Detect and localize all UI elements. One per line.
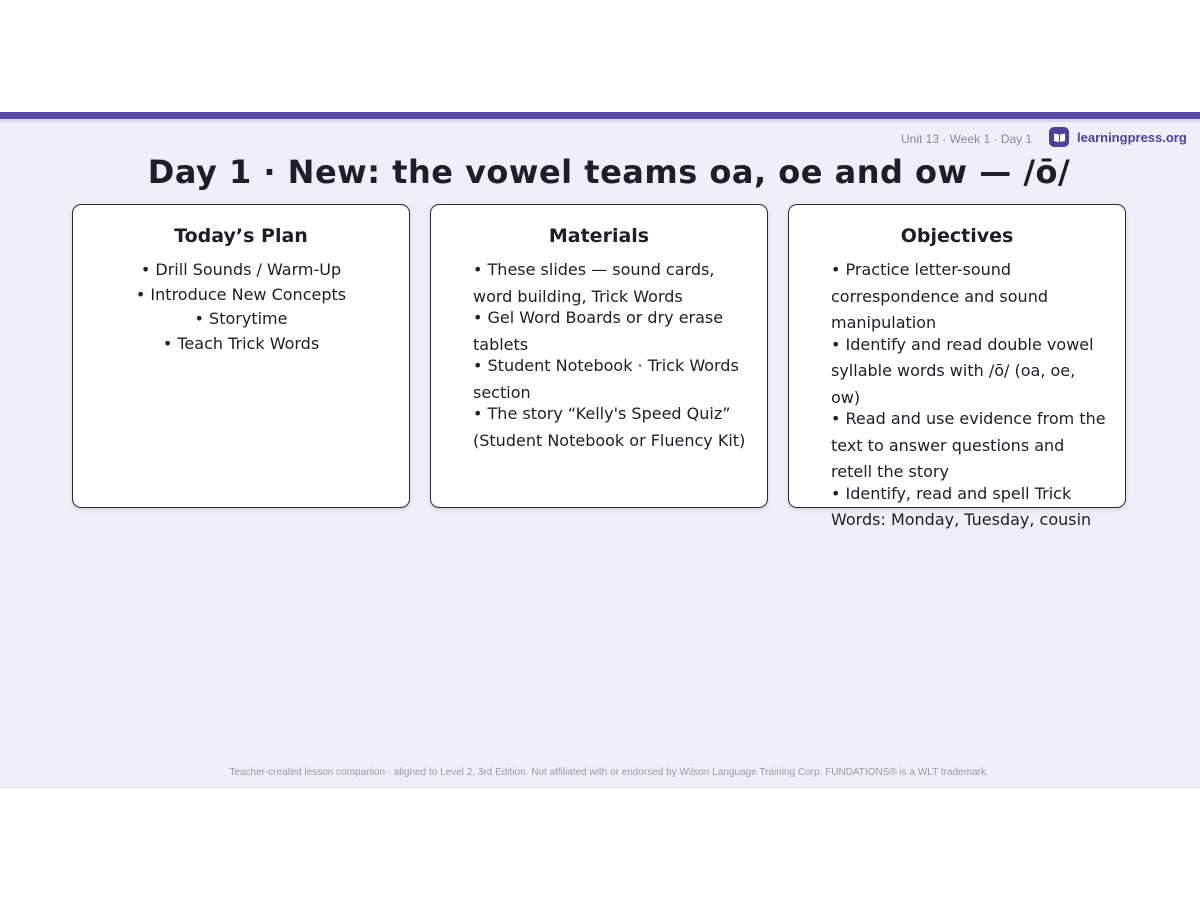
list-item: • Student Notebook · Trick Words section — [473, 356, 739, 402]
brand-name: learningpress.org — [1077, 129, 1187, 145]
lesson-meta: Unit 13 · Week 1 · Day 1 — [901, 132, 1033, 146]
list-item: • Introduce New Concepts — [135, 284, 347, 304]
objectives-list — [831, 257, 1107, 529]
plan-card-title: Today’s Plan — [174, 225, 308, 247]
objectives-card — [788, 204, 1126, 529]
list-item: • Practice letter-sound correspondence and sound manipulation — [831, 260, 1048, 332]
list-item: • Identify, read and spell Trick Words: Monday, Tuesday, cousin — [831, 483, 1092, 529]
materials-list — [473, 257, 749, 449]
page-title: Day 1 · New: the vowel teams oa, oe and ow — /ō/ — [147, 153, 1071, 191]
objectives-card-title: Objectives — [900, 225, 1014, 247]
slide — [0, 112, 1200, 788]
list-item: • Storytime — [194, 309, 288, 328]
footer-disclaimer: Teacher-created lesson companion · aligned to Level 2, 3rd Edition. Not affiliated with or endorsed by Wilson Language Training Corp. FUNDATIONS® is a WLT trademark. — [229, 767, 989, 778]
plan-card — [72, 204, 410, 508]
book-icon — [1049, 127, 1069, 147]
list-item: • Gel Word Boards or dry erase tablets — [473, 308, 724, 354]
list-item: • Drill Sounds / Warm-Up — [140, 260, 342, 279]
list-item: • These slides — sound cards, word building, Trick Words — [473, 260, 715, 306]
accent-bar-shadow — [0, 119, 1200, 122]
accent-bar — [0, 112, 1200, 119]
materials-card — [430, 204, 768, 508]
list-item: • Read and use evidence from the text to answer questions and retell the story — [831, 409, 1106, 481]
list-item: • Teach Trick Words — [162, 333, 320, 353]
materials-card-title: Materials — [548, 225, 650, 247]
list-item: • Identify and read double vowel syllable words with /ō/ (oa, oe, ow) — [831, 334, 1094, 407]
list-item: • The story “Kelly's Speed Quiz” (Student Notebook or Fluency Kit) — [473, 404, 746, 450]
plan-list — [73, 258, 409, 356]
brand-link[interactable] — [1049, 127, 1187, 147]
